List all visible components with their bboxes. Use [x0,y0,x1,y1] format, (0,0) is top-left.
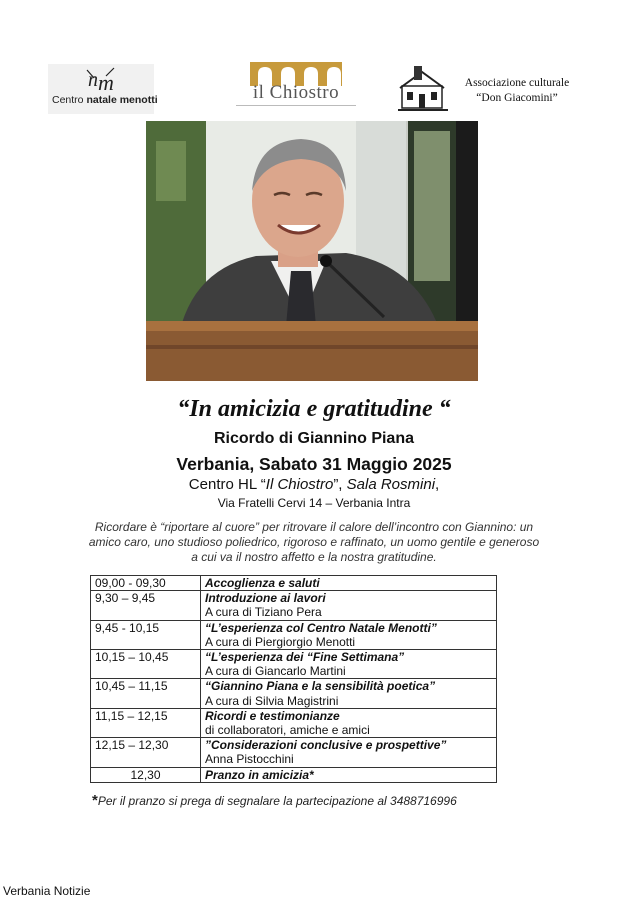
program-event-title: Ricordi e testimonianze [205,708,340,723]
nm-monogram-icon [84,66,124,92]
program-event-title: “L’esperienza dei “Fine Settimana” [205,650,405,665]
program-time: 10,15 – 10,45 [91,650,201,679]
program-time: 9,45 - 10,15 [91,620,201,649]
event-title: “In amicizia e gratitudine “ [177,396,451,422]
table-row [91,767,497,782]
chiostro-logo-text: il Chiostro [252,82,340,103]
speaker-portrait-photo [146,121,478,381]
program-event-title: Introduzione ai lavori [205,591,326,606]
program-event [201,679,497,708]
logo-row [0,58,628,118]
program-event-note: A cura di Giancarlo Martini [205,664,346,679]
program-time: 9,30 – 9,45 [91,591,201,620]
program-event-title: Pranzo in amicizia* [205,767,314,782]
church-building-icon [398,64,448,112]
program-event [201,767,497,782]
cnm-logo-text: Centro natale menotti [52,94,158,106]
lunch-footnote [92,792,457,809]
association-line-2: “Don Giacomini” [476,92,558,104]
footnote-asterisk: * [92,792,98,809]
table-row [91,738,497,767]
program-event [201,708,497,737]
program-event-title: ”Considerazioni conclusive e prospettive” [205,738,447,753]
program-time: 11,15 – 12,15 [91,708,201,737]
centro-natale-menotti-logo [48,64,158,114]
program-event-title: “Giannino Piana e la sensibilità poetica” [205,679,436,694]
program-time: 10,45 – 11,15 [91,679,201,708]
chiostro-logo-rule [236,105,356,108]
il-chiostro-logo [234,58,358,114]
program-event-note: A cura di Piergiorgio Menotti [205,634,356,649]
event-venue [0,476,628,493]
program-event-note: A cura di Silvia Magistrini [205,693,339,708]
program-event [201,576,497,591]
program-event [201,620,497,649]
venue-room: Sala Rosmini [346,476,436,493]
table-row [91,679,497,708]
event-address: Via Fratelli Cervi 14 – Verbania Intra [217,496,411,510]
associazione-don-giacomini-logo [398,64,588,114]
table-row [91,591,497,620]
program-time: 12,15 – 12,30 [91,738,201,767]
svg-text:n: n [88,69,98,91]
table-row [91,708,497,737]
program-table [90,575,497,783]
association-line-1: Associazione culturale [464,77,570,89]
table-row [91,620,497,649]
intro-paragraph: Ricordare è “riportare al cuore” per ritrovare il calore dell’incontro con Giannino: un amico caro, uno studioso poliedrico, rigoroso e raffinato, un uomo gentile e generoso a cui va il nostro affetto e la nostra gratitudine. [88,520,540,564]
program-event-note: di collaboratori, amiche e amici [205,723,370,738]
program-event [201,591,497,620]
venue-name: Il Chiostro [265,476,334,493]
venue-separator: ”, [333,476,347,493]
portrait-illustration [146,121,478,381]
program-event-note: A cura di Tiziano Pera [205,605,322,620]
venue-suffix: , [435,476,440,493]
association-logo-text [452,76,582,106]
program-event-title: Accoglienza e saluti [205,576,320,590]
event-date: Verbania, Sabato 31 Maggio 2025 [176,454,452,474]
source-credit: Verbania Notizie [3,884,91,898]
program-event [201,650,497,679]
venue-prefix: Centro HL “ [188,476,266,493]
program-event [201,738,497,767]
program-time: 12,30 [91,767,201,782]
footnote-text: Per il pranzo si prega di segnalare la partecipazione al 3488716996 [97,794,457,808]
program-event-note: Anna Pistocchini [205,752,294,767]
svg-text:m: m [98,70,114,92]
program-time: 09,00 - 09,30 [91,576,201,591]
table-row [91,650,497,679]
event-subtitle: Ricordo di Giannino Piana [213,430,414,447]
program-event-title: “L’esperienza col Centro Natale Menotti” [205,620,437,635]
table-row [91,576,497,591]
